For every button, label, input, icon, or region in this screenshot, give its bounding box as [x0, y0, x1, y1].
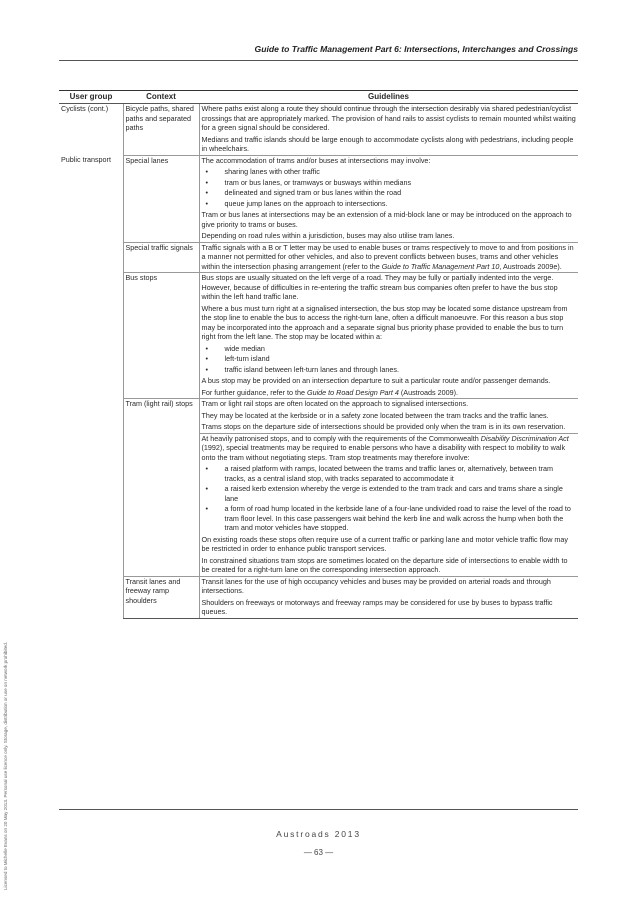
guidelines-bus-stops — [199, 273, 578, 399]
guideline-paragraph: For further guidance, refer to the Guide to Road Design Part 4 (Austroads 2009). — [201, 387, 459, 397]
list-item: • traffic island between left-turn lanes and through lanes. — [205, 364, 399, 374]
bullet-icon: • — [205, 167, 209, 176]
guideline-paragraph: The accommodation of trams and/or buses at intersections may involve: — [201, 155, 431, 165]
guideline-paragraph: On existing roads these stops often require use of a current traffic or parking lane and motor vehicle traffic flow may be restricted in order to enhance public transport services. — [201, 534, 568, 553]
context-special-lanes: Special lanes — [123, 155, 199, 242]
table-row — [59, 399, 578, 434]
header-title: Guide to Traffic Management Part 6: Intersections, Interchanges and Crossings — [254, 44, 578, 54]
list-item: • wide median — [205, 343, 265, 353]
bullet-icon: • — [205, 177, 209, 187]
bullet-icon: • — [205, 464, 209, 473]
guideline-paragraph: Depending on road rules within a jurisdiction, buses may also utilise tram lanes. — [201, 231, 455, 240]
list-item: • a raised platform with ramps, located between the trams and traffic lanes or, alternatively, between tram tracks, as a central island stop, with tracks separated to accommodate it — [205, 464, 554, 483]
context-special-traffic-signals: Special traffic signals — [123, 242, 199, 273]
col-header-context: Context — [123, 91, 199, 104]
list-item: • a form of road hump located in the kerbside lane of a four-lane undivided road to raise the level of the road to tram floor level. In this case passengers wait behind the kerb line and walk across the hump when both the tram and motor vehicles have stopped. — [205, 504, 571, 532]
header-rule — [59, 60, 578, 61]
footer-publisher: Austroads 2013 — [276, 829, 361, 839]
guideline-paragraph: Bus stops are usually situated on the left verge of a road. They may be fully or partially indented into the verge. However, because of difficulties in re-entering the traffic stream bus companies often prefer to have the bus stop within the left hand traffic lane. — [201, 273, 558, 301]
list-item: • a raised kerb extension whereby the verge is extended to the tram track and cars and trams share a single lane — [205, 484, 563, 503]
guideline-paragraph: Traffic signals with a B or T letter may be used to enable buses or trams respectively to move to and from positions in a manner not permitted for other vehicles, and also to prevent conflicts between buses, trams and other vehicles within the intersection phasing arrangement (refer to the Guide to Traffic Management Part 10, Austroads 2009e). — [201, 242, 574, 271]
user-group-cyclists: Cyclists (cont.) — [61, 104, 109, 113]
list-item: • left-turn island — [205, 354, 270, 363]
guideline-paragraph: Trams stops on the departure side of intersections should be provided only when the tram is in its own reservation. — [201, 422, 566, 431]
table-row — [59, 576, 578, 618]
bullet-icon: • — [205, 364, 209, 374]
guideline-paragraph: A bus stop may be provided on an intersection departure to suit a particular route and/or passenger demands. — [201, 376, 551, 385]
col-header-user-group: User group — [59, 91, 123, 104]
bullet-icon: • — [205, 484, 209, 493]
guidelines-transit-lanes — [199, 576, 578, 618]
guidelines-tram-stops-treatments — [199, 433, 578, 576]
guideline-paragraph: Where paths exist along a route they should continue through the intersection desirably via shared pedestrian/cyclist crossings that are appropriately marked. The provision of hand rails to assist cyclists to remain mounted whilst waiting for a green signal should be considered. — [201, 104, 576, 132]
list-item: • queue jump lanes on the approach to intersections. — [205, 198, 388, 208]
guidelines-special-traffic-signals — [199, 242, 578, 273]
bullet-icon: • — [205, 188, 209, 197]
table-row — [59, 104, 578, 156]
bullet-icon: • — [205, 504, 209, 513]
bullet-list — [202, 464, 577, 533]
licence-side-note: Licensed to Michelle Evans on 20 May 2013. Personal use licence only. Storage, distribution or use on network prohibited. — [3, 641, 8, 890]
guidelines-special-lanes — [199, 155, 578, 242]
bullet-list — [202, 344, 577, 375]
guideline-paragraph: Shoulders on freeways or motorways and freeway ramps may be considered for use by buses to bypass traffic queues. — [201, 597, 553, 616]
guideline-paragraph: Medians and traffic islands should be large enough to accommodate cyclists along with pedestrians, including people in wheelchairs. — [201, 134, 574, 153]
bullet-list — [202, 167, 577, 208]
reference-title: Guide to Traffic Management Part 10 — [381, 261, 500, 271]
bullet-icon: • — [205, 343, 209, 353]
table-row — [59, 155, 578, 242]
page-number: — 63 — — [303, 848, 334, 857]
guideline-paragraph: At heavily patronised stops, and to comply with the requirements of the Commonwealth Disability Discrimination Act (1992), special treatments may be required to enable persons who have a disability with respect to mobility to walk onto the tram without negotiating steps. Tram stop treatments may therefore involve: — [201, 433, 569, 462]
list-item: • delineated and signed tram or bus lanes within the road — [205, 188, 402, 197]
bullet-icon: • — [205, 198, 209, 208]
list-item: • sharing lanes with other traffic — [205, 167, 320, 176]
list-item: • tram or bus lanes, or tramways or busways within medians — [205, 177, 412, 187]
bullet-icon: • — [205, 354, 209, 363]
guidelines-table — [59, 90, 578, 619]
col-header-guidelines: Guidelines — [199, 91, 578, 104]
guideline-paragraph: Tram or light rail stops are often located on the approach to signalised intersections. — [201, 399, 469, 408]
context-transit-lanes: Transit lanes and freeway ramp shoulders — [123, 576, 199, 618]
context-bus-stops: Bus stops — [123, 273, 199, 399]
table-row — [59, 273, 578, 399]
context-tram-stops: Tram (light rail) stops — [123, 399, 199, 577]
reference-title: Disability Discrimination Act — [480, 433, 569, 443]
guidelines-bicycle-paths — [199, 104, 578, 156]
guideline-paragraph: Where a bus must turn right at a signalised intersection, the bus stop may be located some distance upstream from the stop line to enable the bus to access the right-turn lane, often a difficult manoeuvre. For this reason a bus stop may be incorporated into the approach and a separate signal bus priority phase provided to enable the bus to turn right from the left lane. The stop may be located within a: — [201, 303, 568, 341]
footer-rule — [59, 809, 578, 810]
user-group-public-transport: Public transport — [61, 155, 111, 164]
guideline-paragraph: Transit lanes for the use of high occupancy vehicles and buses may be provided on arterial roads and through intersections. — [201, 576, 551, 595]
guideline-paragraph: They may be located at the kerbside or in a safety zone located between the tram tracks and the traffic lanes. — [201, 410, 549, 420]
guidelines-tram-stops-location — [199, 399, 578, 434]
table-row — [59, 242, 578, 273]
table-header-row — [59, 91, 578, 104]
reference-title: Guide to Road Design Part 4 — [306, 387, 399, 397]
context-bicycle-paths: Bicycle paths, shared paths and separated paths — [123, 104, 199, 156]
guideline-paragraph: In constrained situations tram stops are sometimes located on the departure side of intersections to enable width to be created for a right-turn lane on the corresponding intersection approach. — [201, 555, 568, 574]
guideline-paragraph: Tram or bus lanes at intersections may be an extension of a mid-block lane or may be introduced on the approach to give priority to trams or buses. — [201, 210, 572, 229]
